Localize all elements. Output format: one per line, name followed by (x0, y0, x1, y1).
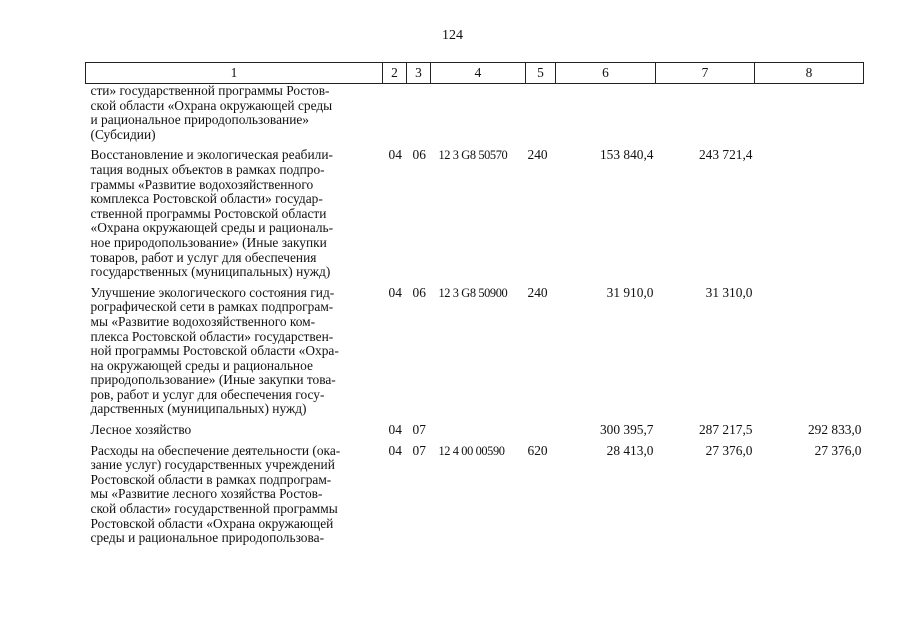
description-line: плекса Ростовской области» государствен- (90, 328, 334, 344)
description-line: на окружающей среды и рациональное (90, 357, 313, 373)
description-line: и рациональное природопользование» (90, 112, 309, 128)
cell-year-2: 31 310,0 (705, 284, 753, 300)
description-line: Расходы на обеспечение деятельности (ока- (90, 442, 341, 458)
header-col-5: 5 (526, 63, 556, 84)
row-description (86, 286, 383, 423)
cell-target-code: 12 4 00 00590 (438, 443, 505, 458)
table-row (86, 444, 864, 552)
row-description (86, 148, 383, 285)
header-row (86, 63, 864, 84)
cell-year-2: 27 376,0 (705, 442, 753, 458)
row-description (86, 423, 383, 444)
cell-year-3 (755, 286, 864, 423)
table-row (86, 286, 864, 423)
cell-subsection: 07 (412, 422, 426, 438)
page-number: 124 (442, 28, 463, 43)
cell-year-3 (755, 84, 864, 149)
cell-year-1: 28 413,0 (606, 442, 654, 458)
cell-section (383, 84, 407, 149)
cell-subsection: 06 (412, 284, 426, 300)
header-col-7: 7 (656, 63, 755, 84)
description-line: ской области» государственной программы (90, 501, 338, 517)
description-line: среды и рациональное природопользова- (90, 530, 325, 546)
header-col-4: 4 (431, 63, 526, 84)
cell-year-3: 27 376,0 (814, 442, 862, 458)
cell-section: 04 (388, 284, 402, 300)
cell-target-code (431, 423, 526, 444)
description-line: товаров, работ и услуг для обеспечения (90, 249, 317, 265)
cell-subsection: 06 (412, 147, 426, 163)
description-line: «Охрана окружающей среды и рациональ- (90, 220, 334, 236)
cell-year-1 (556, 84, 656, 149)
description-line: ной программы Ростовской области «Охра- (90, 343, 339, 359)
description-line: Ростовской области в рамках подпрограм- (90, 471, 332, 487)
cell-year-2: 287 217,5 (698, 422, 753, 438)
cell-expense-type: 240 (527, 147, 548, 163)
budget-table (85, 62, 864, 552)
description-line: мы «Развитие лесного хозяйства Ростов- (90, 486, 323, 502)
cell-section: 04 (388, 147, 402, 163)
description-line: Лесное хозяйство (90, 422, 192, 438)
header-col-6: 6 (556, 63, 656, 84)
description-line: Восстановление и экологическая реабили- (90, 147, 333, 163)
cell-year-3: 292 833,0 (807, 422, 862, 438)
description-line: природопользование» (Иные закупки това- (90, 372, 336, 388)
description-line: сти» государственной программы Ростов- (90, 83, 330, 98)
description-line: Улучшение экологического состояния гид- (90, 284, 335, 300)
description-line: ственной программы Ростовской области (90, 205, 327, 221)
cell-year-2 (656, 84, 755, 149)
cell-expense-type (526, 84, 556, 149)
cell-year-1: 153 840,4 (599, 147, 654, 163)
cell-year-3 (755, 148, 864, 285)
description-line: ное природопользование» (Иные закупки (90, 234, 327, 250)
cell-year-1: 300 395,7 (599, 422, 654, 438)
cell-expense-type: 240 (527, 284, 548, 300)
description-line: зание услуг) государственных учреждений (90, 457, 335, 473)
header-col-2: 2 (383, 63, 407, 84)
description-line: ров, работ и услуг для обеспечения госу- (90, 386, 325, 402)
cell-year-2: 243 721,4 (698, 147, 753, 163)
table-row (86, 148, 864, 285)
header-col-3: 3 (407, 63, 431, 84)
description-line: мы «Развитие водохозяйственного ком- (90, 313, 316, 329)
cell-year-1: 31 910,0 (606, 284, 654, 300)
description-line: тация водных объектов в рамках подпро- (90, 161, 325, 177)
table-row (86, 84, 864, 149)
cell-target-code: 12 3 G8 50900 (438, 285, 508, 300)
description-line: ской области «Охрана окружающей среды (90, 97, 333, 113)
description-line: дарственных (муниципальных) нужд) (90, 401, 307, 417)
cell-target-code: 12 3 G8 50570 (438, 148, 508, 163)
header-col-1: 1 (86, 63, 383, 84)
cell-expense-type: 620 (527, 442, 548, 458)
description-line: комплекса Ростовской области» государ- (90, 191, 323, 207)
cell-subsection (407, 84, 431, 149)
table-row (86, 423, 864, 444)
cell-section: 04 (388, 442, 402, 458)
row-description (86, 444, 383, 552)
header-col-8: 8 (755, 63, 864, 84)
cell-expense-type (526, 423, 556, 444)
description-line: государственных (муниципальных) нужд) (90, 264, 331, 280)
description-line: граммы «Развитие водохозяйственного (90, 176, 314, 192)
cell-section: 04 (388, 422, 402, 438)
cell-target-code (431, 84, 526, 149)
row-description (86, 84, 383, 149)
description-line: (Субсидии) (90, 126, 156, 142)
cell-subsection: 07 (412, 442, 426, 458)
description-line: рографической сети в рамках подпрограм- (90, 299, 334, 315)
description-line: Ростовской области «Охрана окружающей (90, 515, 334, 531)
